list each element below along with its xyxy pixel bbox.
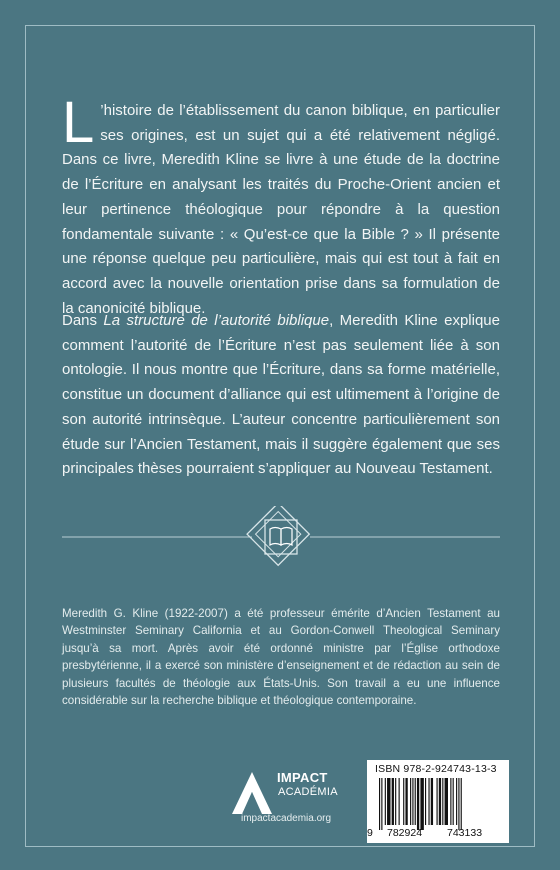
isbn-label: ISBN 978-2-924743-13-3 xyxy=(375,763,497,775)
barcode-bar xyxy=(385,778,386,825)
barcode-bar xyxy=(410,778,411,825)
barcode-digit-lead: 9 xyxy=(367,827,373,839)
logo-text-academia: ACADÉMIA xyxy=(278,786,338,798)
barcode-bar xyxy=(379,778,380,830)
barcode-bar xyxy=(403,778,404,825)
publisher-website: impactacademia.org xyxy=(241,813,332,824)
barcode-bar xyxy=(437,778,438,825)
paragraph-2-text: , Meredith Kline explique comment l’autorité de l’Écriture n’est pas seulement liée à son ontologie. Il nous montre que l’Écriture, dans sa forme matérielle, constitue un document d’alliance qui est ultimement à l’origine de son autorité intrinsèque. L’auteur concentre particulièrement son étude sur l’Ancien Testament, mais il suggère également que ses principales thèses pourraient s’appliquer au Nouveau Testament. xyxy=(62,312,500,478)
barcode-bar xyxy=(439,778,441,825)
barcode-digits-right: 743133 xyxy=(447,827,483,839)
drop-cap: L xyxy=(62,90,95,155)
barcode-bar xyxy=(442,778,443,825)
barcode-bar xyxy=(381,778,382,830)
barcode-bars xyxy=(375,778,503,830)
author-biography: Meredith G. Kline (1922-2007) a été professeur émérite d’Ancien Testament au Westminster Seminary California et au Gordon-Conwell Theological Seminary jusqu’à sa mort. Après avoir été ordonné ministre par l’Église orthodoxe presbytérienne, il a exercé son ministère d’enseignement et de rédaction au sein de plusieurs facultés de théologie aux États-Unis. Son travail a eu une influence considérable sur la recherche biblique et théologique contemporaine. xyxy=(62,606,500,708)
book-title-italic: La structure de l’autorité biblique xyxy=(103,312,330,329)
barcode-bar xyxy=(412,778,413,825)
open-book-icon xyxy=(62,506,500,568)
barcode-bar xyxy=(395,778,396,825)
barcode-bar xyxy=(417,778,419,830)
summary-paragraph-2 xyxy=(62,309,500,482)
barcode-bar xyxy=(461,778,462,830)
barcode-bar xyxy=(425,778,426,825)
barcode-bar xyxy=(458,778,459,830)
paragraph-2-lead: Dans xyxy=(62,312,104,329)
barcode-bar xyxy=(420,778,423,830)
barcode-bar xyxy=(453,778,454,825)
barcode-bar xyxy=(392,778,394,825)
barcode-bar xyxy=(415,778,416,825)
barcode-bar xyxy=(428,778,429,825)
barcode-bar xyxy=(387,778,390,825)
barcode-bar xyxy=(405,778,407,825)
barcode-bar xyxy=(450,778,451,825)
barcode-box xyxy=(367,760,509,843)
logo-text-impact: IMPACT xyxy=(277,770,328,785)
barcode-bar xyxy=(445,778,448,825)
paragraph-1-text: ’histoire de l’établissement du canon biblique, en particulier ses origines, est un sujet qui a été relativement négligé. Dans ce livre, Meredith Kline se livre à une étude de la doctrine de l’Écriture en analysant les traités du Proche-Orient ancien et leur pertinence théologique pour répondre à la question fondamentale suivante : « Qu’est-ce que la Bible ? » Il présente une réponse quelque peu particulière, mais qui est tout à fait en accord avec la nouvelle orientation prise dans sa formulation de la canonicité biblique. xyxy=(62,102,500,317)
barcode-digits-left: 782924 xyxy=(387,827,423,839)
barcode-bar xyxy=(399,778,400,825)
barcode-bar xyxy=(431,778,433,825)
summary-paragraph-1 xyxy=(62,90,500,321)
barcode-bar xyxy=(456,778,457,825)
